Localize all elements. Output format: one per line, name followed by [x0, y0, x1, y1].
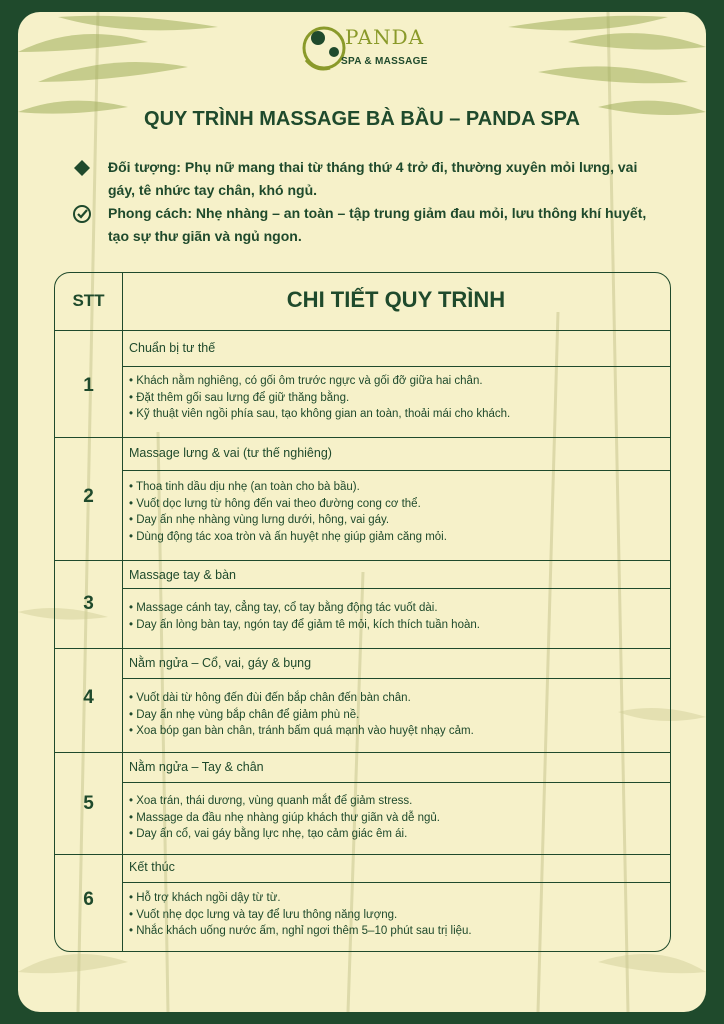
procedure-table: [54, 272, 671, 952]
step-number: 5: [83, 793, 94, 814]
row-subdivider: [122, 882, 670, 883]
step-bullets: [129, 600, 662, 633]
row-subdivider: [122, 366, 670, 367]
bullet-item: • Day ấn cổ, vai gáy bằng lực nhẹ, tạo cảm giác êm ái.: [129, 828, 408, 840]
bullet-item: • Day ấn lòng bàn tay, ngón tay để giảm tê mỏi, kích thích tuần hoàn.: [129, 618, 480, 631]
step-number: 1: [83, 375, 94, 396]
bullet-item: • Day ấn nhẹ nhàng vùng lưng dưới, hông, vai gáy.: [129, 514, 390, 526]
step-bullets: [129, 690, 662, 740]
row-divider: [55, 854, 670, 855]
step-bullets: [129, 890, 662, 940]
row-divider: [55, 560, 670, 561]
row-subdivider: [122, 782, 670, 783]
row-subdivider: [122, 678, 670, 679]
bullet-item: • Massage cánh tay, cẳng tay, cổ tay bằng động tác vuốt dài.: [129, 602, 438, 614]
step-title: Nằm ngửa – Tay & chân: [129, 760, 264, 774]
page-title: QUY TRÌNH MASSAGE BÀ BẦU – PANDA SPA: [144, 108, 580, 130]
step-bullets: [129, 793, 662, 843]
row-divider: [55, 648, 670, 649]
bullet-item: • Xoa bóp gan bàn chân, tránh bấm quá mạnh vào huyệt nhạy cảm.: [129, 725, 474, 737]
intro-target: [72, 156, 652, 204]
row-divider: [55, 330, 670, 331]
bullet-item: • Thoa tinh dầu dịu nhẹ (an toàn cho bà bầu).: [129, 481, 360, 493]
row-divider: [55, 437, 670, 438]
bullet-item: • Vuốt dọc lưng từ hông đến vai theo đường cong cơ thể.: [129, 497, 421, 510]
step-bullets: [129, 479, 662, 545]
row-subdivider: [122, 588, 670, 589]
bullet-item: • Nhắc khách uống nước ấm, nghỉ ngơi thêm 5–10 phút sau trị liệu.: [129, 925, 472, 937]
row-divider: [55, 752, 670, 753]
header-stt: STT: [72, 291, 105, 310]
intro-style-text: Phong cách: Nhẹ nhàng – an toàn – tập trung giảm đau mỏi, lưu thông khí huyết, tạo sự thư giãn và ngủ ngon.: [108, 205, 647, 244]
bullet-item: • Hỗ trợ khách ngồi dậy từ từ.: [129, 892, 281, 904]
header-detail: CHI TIẾT QUY TRÌNH: [286, 287, 506, 312]
intro-style: [72, 202, 652, 250]
bullet-item: • Vuốt nhẹ dọc lưng và tay để lưu thông năng lượng.: [129, 908, 398, 921]
bullet-item: • Massage da đầu nhẹ nhàng giúp khách thư giãn và dễ ngủ.: [129, 811, 440, 824]
bullet-item: • Đặt thêm gối sau lưng để giữ thăng bằng.: [129, 391, 350, 404]
row-subdivider: [122, 470, 670, 471]
bullet-item: • Kỹ thuật viên ngồi phía sau, tạo không gian an toàn, thoải mái cho khách.: [129, 408, 511, 420]
step-title: Chuẩn bị tư thế: [129, 341, 216, 355]
step-number: 3: [83, 593, 94, 614]
bullet-item: • Vuốt dài từ hông đến đùi đến bắp chân đến bàn chân.: [129, 692, 411, 704]
step-title: Nằm ngửa – Cổ, vai, gáy & bụng: [129, 656, 312, 670]
step-title: Kết thúc: [129, 860, 175, 874]
bullet-item: • Xoa trán, thái dương, vùng quanh mắt để giảm stress.: [129, 795, 413, 807]
bullet-item: • Day ấn nhẹ vùng bắp chân để giảm phù nề.: [129, 708, 360, 721]
step-title: Massage tay & bàn: [129, 568, 237, 582]
logo-name: PANDA: [345, 25, 425, 49]
bullet-item: • Dùng động tác xoa tròn và ấn huyệt nhẹ giúp giảm căng mỏi.: [129, 530, 447, 543]
step-bullets: [129, 373, 662, 423]
step-title: Massage lưng & vai (tư thế nghiêng): [129, 446, 332, 460]
step-number: 4: [83, 687, 94, 708]
column-divider: [122, 273, 123, 951]
logo-subtitle: SPA & MASSAGE: [341, 56, 428, 67]
intro-target-text: Đối tượng: Phụ nữ mang thai từ tháng thứ 4 trở đi, thường xuyên mỏi lưng, vai gáy, tê nhức tay chân, khó ngủ.: [108, 159, 638, 198]
check-circle-icon: [72, 204, 92, 224]
bullet-item: • Khách nằm nghiêng, có gối ôm trước ngực và gối đỡ giữa hai chân.: [129, 375, 483, 387]
diamond-icon: [72, 158, 92, 178]
step-number: 6: [83, 889, 94, 910]
step-number: 2: [83, 486, 94, 507]
